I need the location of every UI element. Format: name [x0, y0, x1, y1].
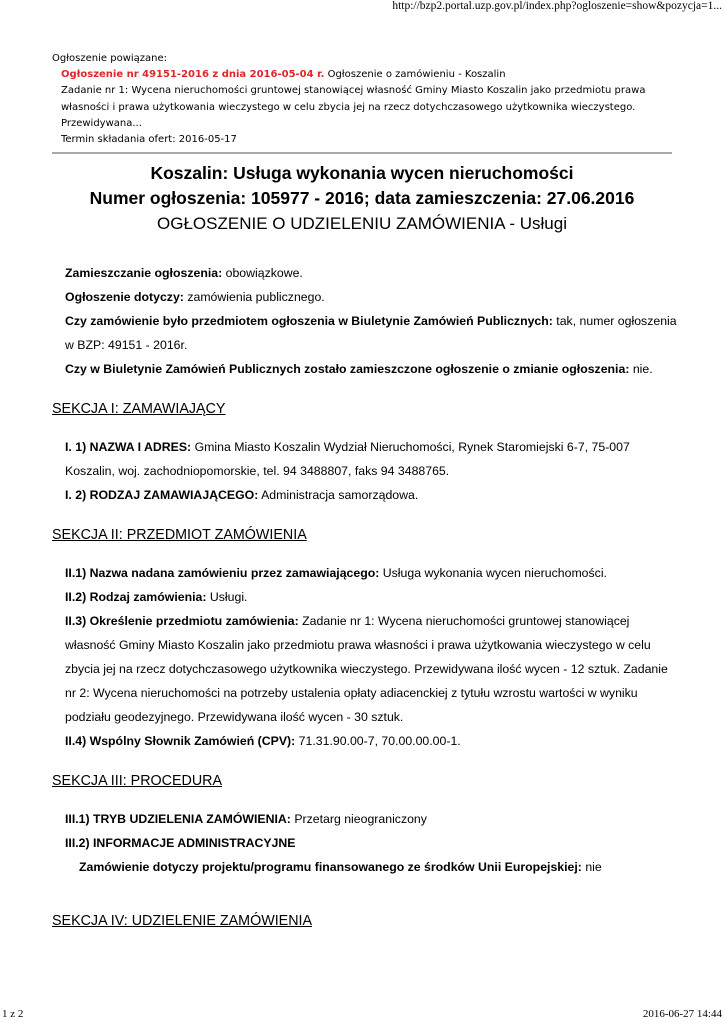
section-3-admin-row — [52, 831, 682, 855]
bzp-value: tak, numer ogłoszenia — [556, 314, 677, 328]
section-2-desc-line5: podziału geodezyjnego. Przewidywana ilość wycen - 30 sztuk. — [65, 710, 404, 724]
bzp-label: Czy zamówienie było przedmiotem ogłoszenia w Biuletynie Zamówień Publicznych: — [65, 314, 553, 328]
print-timestamp: 2016-06-27 14:44 — [642, 1008, 722, 1020]
divider — [52, 152, 672, 154]
notice-title: Koszalin: Usługa wykonania wycen nieruchomości — [150, 163, 574, 183]
notice-title-block — [0, 161, 724, 236]
s3-eu-label: Zamówienie dotyczy projektu/programu finansowanego ze środków Unii Europejskiej: — [79, 860, 582, 874]
posting-row — [52, 261, 682, 285]
change-value: nie. — [632, 362, 653, 376]
section-3-heading: SEKCJA III: PROCEDURA — [52, 773, 223, 789]
related-link-line — [52, 67, 672, 83]
concerns-value: zamówienia publicznego. — [187, 290, 325, 304]
section-2-name-row — [52, 561, 682, 585]
related-description-2: własności i prawa użytkowania wieczystego w celu zbycia jej na rzecz dotychczasowego użytkownika wieczystego. — [61, 101, 636, 113]
s3-eu-value: nie — [585, 860, 602, 874]
section-2-kind-row — [52, 585, 682, 609]
notice-body — [52, 261, 682, 933]
section-2-desc-line2: własność Gminy Miasto Koszalin jako przedmiotu prawa własności i prawa użytkowania wieczystego w celu — [65, 638, 651, 652]
section-2-heading: SEKCJA II: PRZEDMIOT ZAMÓWIENIA — [52, 527, 307, 543]
section-2-desc-line4: nr 2: Wycena nieruchomości na potrzeby ustalenia opłaty adiacenckiej z tytułu wzrostu wartości w wyniku — [65, 686, 638, 700]
s2-cpv-label: II.4) Wspólny Słownik Zamówień (CPV): — [65, 734, 296, 748]
related-notice-link[interactable]: Ogłoszenie nr 49151-2016 z dnia 2016-05-04 r. — [61, 69, 325, 81]
section-2-cpv-row — [52, 729, 682, 753]
related-description-3: Przewidywana... — [61, 117, 142, 129]
related-link-suffix: Ogłoszenie o zamówieniu - Koszalin — [327, 69, 506, 81]
section-2-desc-row — [52, 609, 682, 633]
section-3-mode-row — [52, 807, 682, 831]
section-4-heading: SEKCJA IV: UDZIELENIE ZAMÓWIENIA — [52, 913, 313, 929]
related-deadline: Termin składania ofert: 2016-05-17 — [61, 134, 237, 146]
s3-admin-label: III.2) INFORMACJE ADMINISTRACYJNE — [65, 836, 296, 850]
s2-desc-line1: Zadanie nr 1: Wycena nieruchomości gruntowej stanowiącej — [302, 614, 630, 628]
s3-mode-value: Przetarg nieograniczony — [294, 812, 427, 826]
s1-type-label: I. 2) RODZAJ ZAMAWIAJĄCEGO: — [65, 488, 259, 502]
s1-name-label: I. 1) NAZWA I ADRES: — [65, 440, 192, 454]
section-1-heading: SEKCJA I: ZAMAWIAJĄCY — [52, 401, 226, 417]
section-1-type-row — [52, 483, 682, 507]
s3-mode-label: III.1) TRYB UDZIELENIA ZAMÓWIENIA: — [65, 812, 291, 826]
notice-number-date: Numer ogłoszenia: 105977 - 2016; data zamieszczenia: 27.06.2016 — [89, 188, 635, 208]
section-1-name-row — [52, 435, 682, 459]
concerns-label: Ogłoszenie dotyczy: — [65, 290, 184, 304]
section-3-eu-row — [52, 855, 682, 879]
s2-name-label: II.1) Nazwa nadana zamówieniu przez zamawiającego: — [65, 566, 380, 580]
s2-kind-value: Usługi. — [209, 590, 248, 604]
notice-type: OGŁOSZENIE O UDZIELENIU ZAMÓWIENIA - Usługi — [157, 214, 567, 233]
related-heading: Ogłoszenie powiązane: — [52, 53, 168, 64]
posting-label: Zamieszczanie ogłoszenia: — [65, 266, 223, 280]
related-description-1: Zadanie nr 1: Wycena nieruchomości gruntowej stanowiącej własność Gminy Miasto Koszalin jako przedmiotu prawa — [61, 85, 646, 97]
bzp-row-cont: w BZP: 49151 - 2016r. — [65, 338, 188, 352]
change-label: Czy w Biuletynie Zamówień Publicznych zostało zamieszczone ogłoszenie o zmianie ogłoszenia: — [65, 362, 630, 376]
s2-kind-label: II.2) Rodzaj zamówienia: — [65, 590, 207, 604]
posting-value: obowiązkowe. — [225, 266, 303, 280]
concerns-row — [52, 285, 682, 309]
change-row — [52, 357, 682, 381]
s2-name-value: Usługa wykonania wycen nieruchomości. — [382, 566, 607, 580]
page-counter: 1 z 2 — [2, 1008, 24, 1020]
section-2-desc-line3: zbycia jej na rzecz dotychczasowego użytkownika wieczystego. Przewidywana ilość wycen - 12 sztuk. Zadanie — [65, 662, 668, 676]
s1-name-value: Gmina Miasto Koszalin Wydział Nieruchomości, Rynek Staromiejski 6-7, 75-007 — [194, 440, 630, 454]
s1-type-value: Administracja samorządowa. — [261, 488, 419, 502]
s2-desc-label: II.3) Określenie przedmiotu zamówienia: — [65, 614, 299, 628]
print-url-header: http://bzp2.portal.uzp.gov.pl/index.php?ogloszenie=show&pozycja=1... — [392, 0, 722, 12]
related-notice-box — [52, 51, 672, 154]
bzp-row — [52, 309, 682, 333]
s2-cpv-value: 71.31.90.00-7, 70.00.00.00-1. — [298, 734, 461, 748]
section-1-name-cont: Koszalin, woj. zachodniopomorskie, tel. 94 3488807, faks 94 3488765. — [65, 464, 450, 478]
